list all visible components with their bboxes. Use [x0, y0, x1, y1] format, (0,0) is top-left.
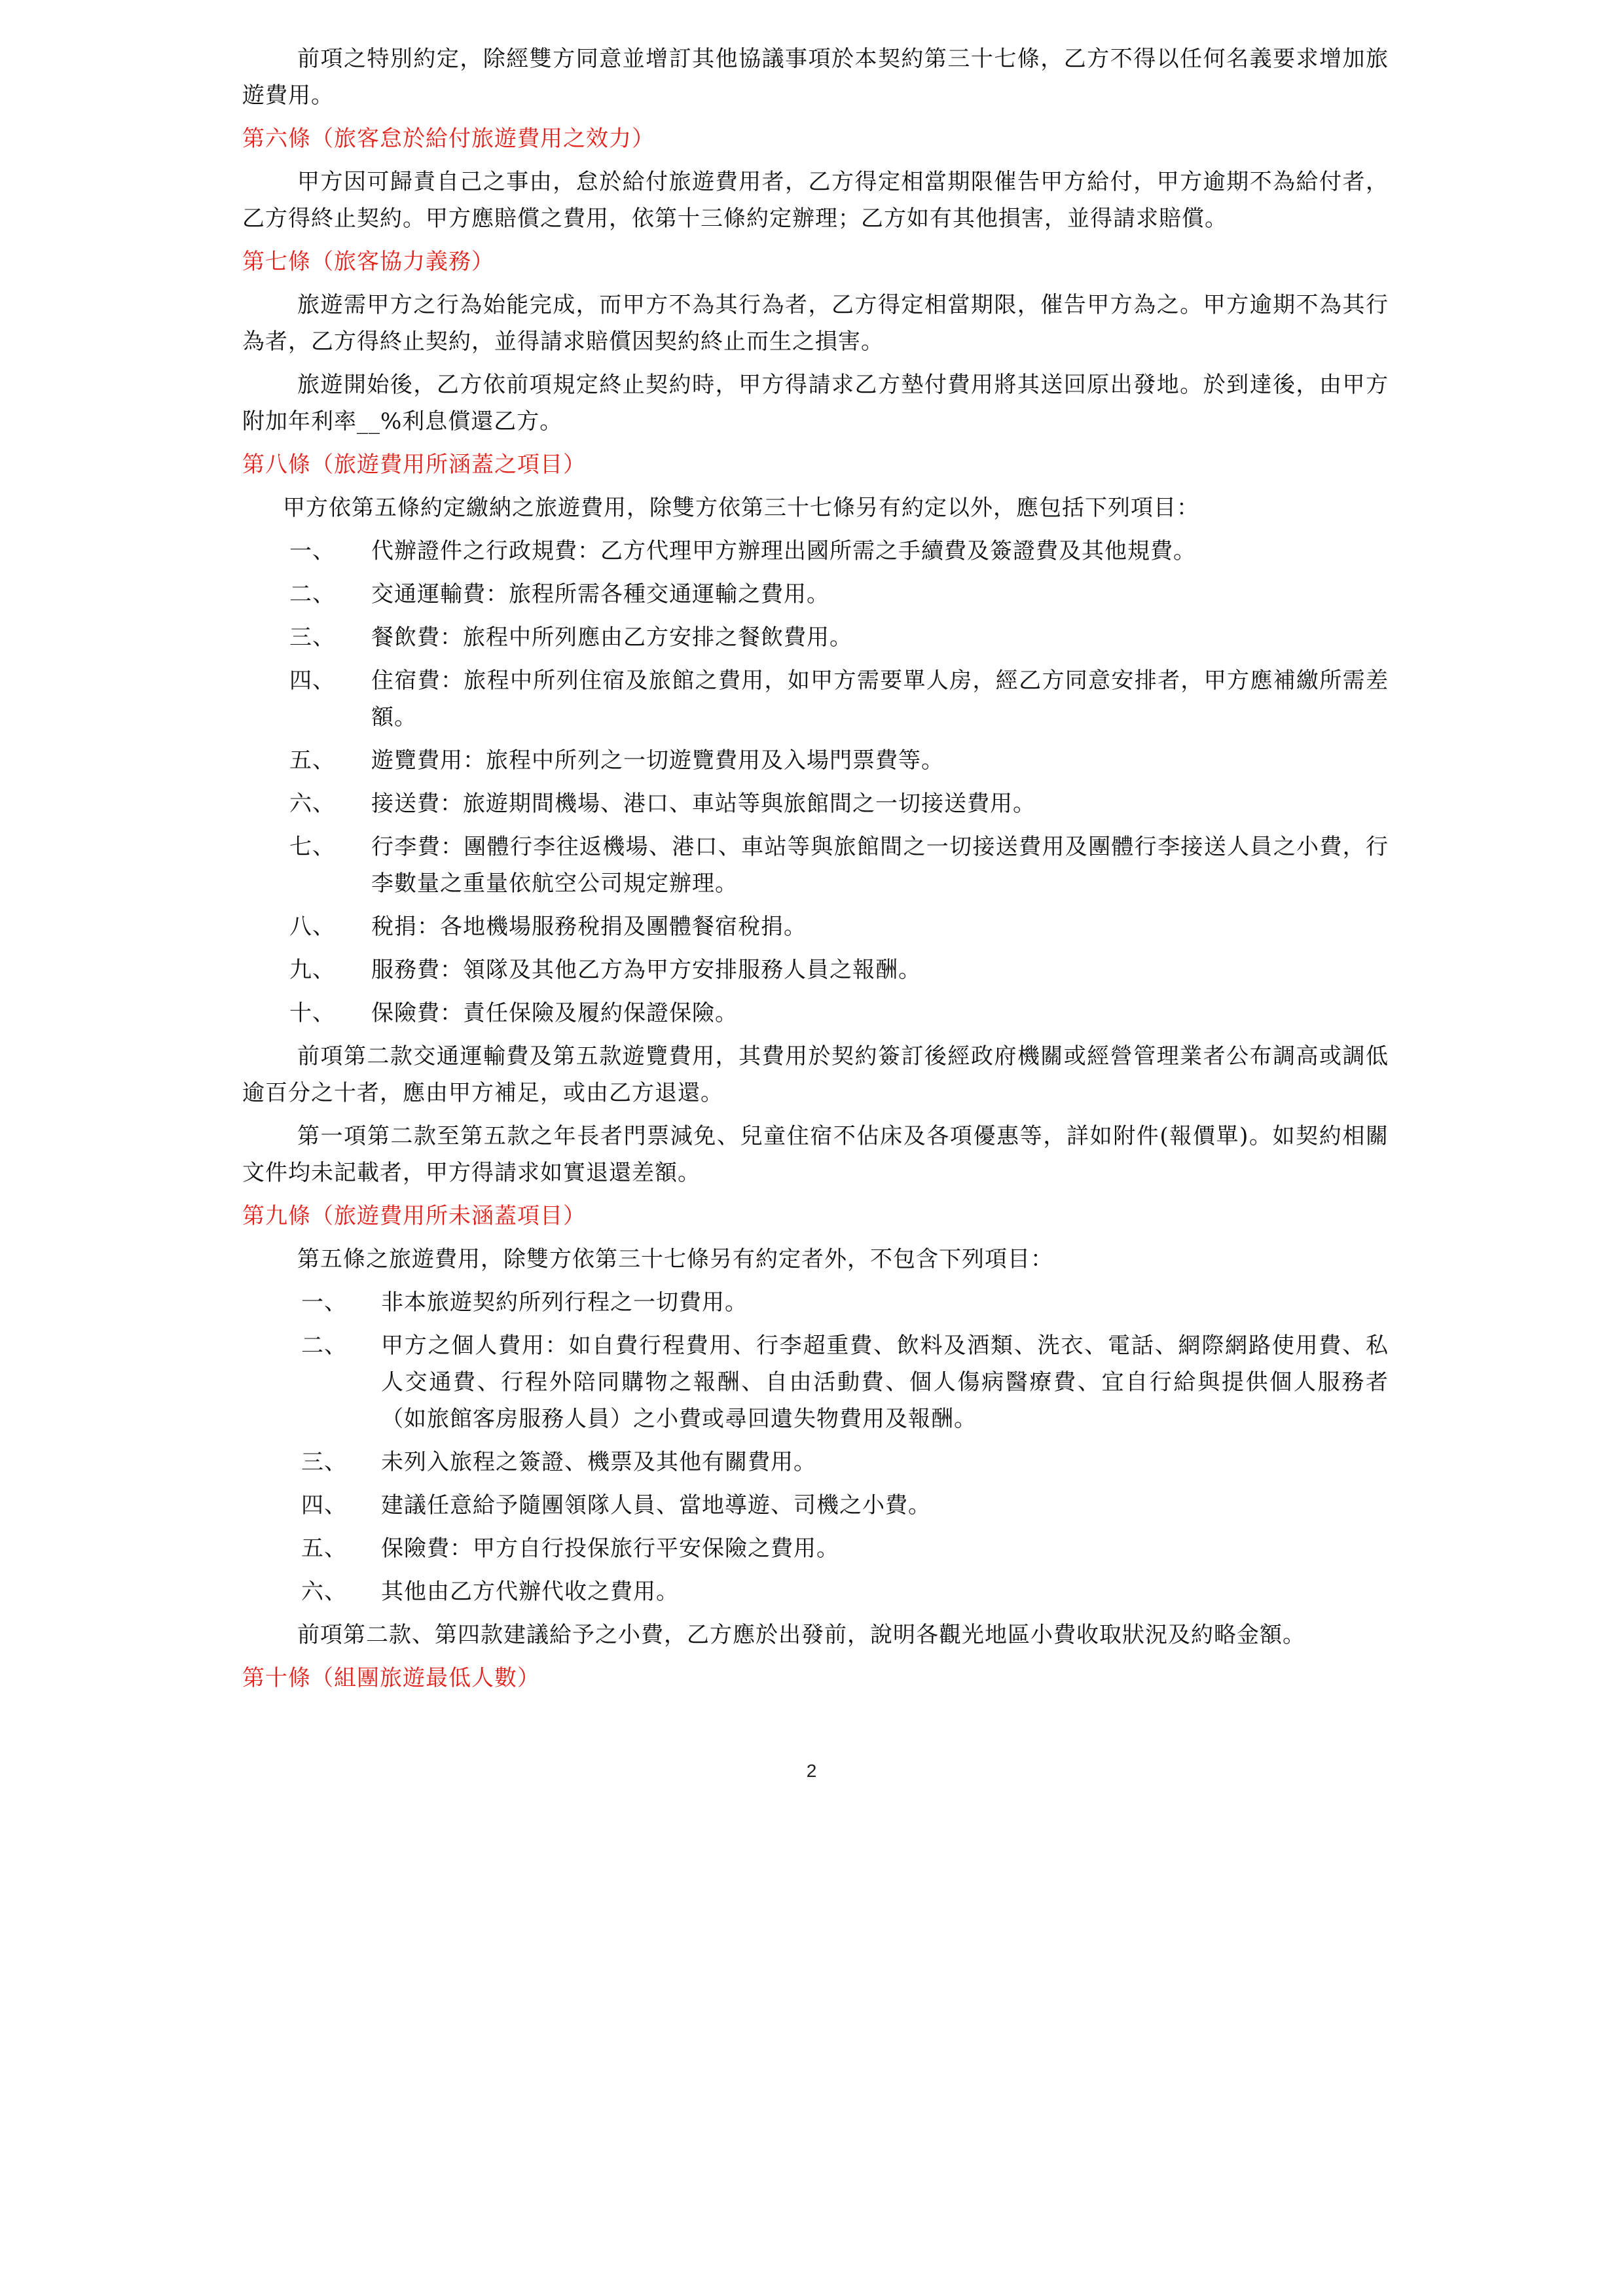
list-item-text: 餐飲費：旅程中所列應由乙方安排之餐飲費用。: [371, 624, 852, 651]
list-item-text: 行李費：團體行李往返機場、港口、車站等與旅館間之一切接送費用及團體行李接送人員之小費，行李數量之重量依航空公司規定辦理。: [371, 834, 1389, 897]
list-item: [242, 742, 1389, 779]
paragraph-art6-body: 甲方因可歸責自己之事由，怠於給付旅遊費用者，乙方得定相當期限催告甲方給付，甲方逾期不為給付者，乙方得終止契約。甲方應賠償之費用，依第十三條約定辦理；乙方如有其他損害，並得請求賠償。: [242, 169, 1389, 232]
list-item: [242, 1327, 1389, 1437]
list-item-text: 未列入旅程之簽證、機票及其他有關費用。: [381, 1449, 816, 1475]
list-item: [242, 995, 1389, 1031]
page-number: 2: [806, 1761, 817, 1781]
heading-article-9: 第九條（旅遊費用所未涵蓋項目）: [242, 1203, 586, 1229]
list-item-text: 服務費：領隊及其他乙方為甲方安排服務人員之報酬。: [371, 957, 921, 983]
list-item-text: 遊覽費用：旅程中所列之一切遊覽費用及入場門票費等。: [371, 747, 944, 774]
paragraph-art7-body-2: 旅遊開始後，乙方依前項規定終止契約時，甲方得請求乙方墊付費用將其送回原出發地。於到達後，由甲方附加年利率__%利息償還乙方。: [242, 372, 1389, 435]
list-item: [242, 785, 1389, 822]
list-item-text: 住宿費：旅程中所列住宿及旅館之費用，如甲方需要單人房，經乙方同意安排者，甲方應補繳所需差額。: [371, 668, 1389, 730]
list-item-number: 二、: [289, 581, 335, 607]
list-item-text: 其他由乙方代辦代收之費用。: [381, 1579, 679, 1605]
list-item: [242, 1487, 1389, 1524]
list-item-number: 五、: [301, 1535, 347, 1562]
art9-item-list: [242, 1284, 1389, 1610]
list-item-number: 三、: [301, 1449, 347, 1475]
list-item-number: 四、: [301, 1492, 347, 1518]
list-item-text: 保險費：責任保險及履約保證保險。: [371, 1000, 738, 1026]
list-item: [242, 908, 1389, 945]
list-item-number: 一、: [301, 1289, 347, 1316]
list-item: [242, 952, 1389, 988]
list-item-number: 五、: [289, 747, 335, 774]
list-item-number: 九、: [289, 957, 335, 983]
list-item-number: 六、: [301, 1579, 347, 1605]
list-item-text: 非本旅遊契約所列行程之一切費用。: [381, 1289, 748, 1316]
list-item-number: 十、: [289, 1000, 335, 1026]
paragraph-art9-intro: 第五條之旅遊費用，除雙方依第三十七條另有約定者外，不包含下列項目：: [297, 1246, 1053, 1272]
art8-item-list: [242, 533, 1389, 1031]
list-item: [242, 1444, 1389, 1480]
list-item-text: 保險費：甲方自行投保旅行平安保險之費用。: [381, 1535, 839, 1562]
list-item: [242, 829, 1389, 902]
list-item-number: 一、: [289, 538, 335, 564]
list-item-number: 七、: [289, 834, 335, 860]
list-item: [242, 1573, 1389, 1610]
heading-article-6: 第六條（旅客怠於給付旅遊費用之效力）: [242, 126, 655, 152]
list-item: [242, 1530, 1389, 1567]
heading-article-8: 第八條（旅遊費用所涵蓋之項目）: [242, 452, 586, 478]
paragraph-art8-intro: 甲方依第五條約定繳納之旅遊費用，除雙方依第三十七條另有約定以外，應包括下列項目：: [283, 495, 1199, 521]
heading-article-10: 第十條（組團旅遊最低人數）: [242, 1665, 540, 1691]
paragraph-art9-after: 前項第二款、第四款建議給予之小費，乙方應於出發前，說明各觀光地區小費收取狀況及約略金額。: [297, 1622, 1305, 1648]
list-item-text: 建議任意給予隨團領隊人員、當地導遊、司機之小費。: [381, 1492, 931, 1518]
list-item: [242, 1284, 1389, 1321]
list-item-number: 八、: [289, 914, 335, 940]
list-item-text: 交通運輸費：旅程所需各種交通運輸之費用。: [371, 581, 830, 607]
paragraph-art7-body-1: 旅遊需甲方之行為始能完成，而甲方不為其行為者，乙方得定相當期限，催告甲方為之。甲方逾期不為其行為者，乙方得終止契約，並得請求賠償因契約終止而生之損害。: [242, 292, 1389, 355]
list-item: [242, 619, 1389, 656]
paragraph-art8-after-2: 第一項第二款至第五款之年長者門票減免、兒童住宿不佔床及各項優惠等，詳如附件(報價單)。如契約相關文件均未記載者，甲方得請求如實退還差額。: [242, 1123, 1389, 1186]
list-item-number: 三、: [289, 624, 335, 651]
heading-article-7: 第七條（旅客協力義務）: [242, 249, 494, 275]
list-item-number: 六、: [289, 791, 335, 817]
list-item-text: 代辦證件之行政規費：乙方代理甲方辦理出國所需之手續費及簽證費及其他規費。: [371, 538, 1196, 564]
list-item-text: 稅捐：各地機場服務稅捐及團體餐宿稅捐。: [371, 914, 807, 940]
list-item-number: 四、: [289, 668, 335, 694]
list-item-number: 二、: [301, 1333, 347, 1359]
list-item: [242, 662, 1389, 736]
list-item: [242, 576, 1389, 613]
list-item-text: 甲方之個人費用：如自費行程費用、行李超重費、飲料及酒類、洗衣、電話、網際網路使用費、私人交通費、行程外陪同購物之報酬、自由活動費、個人傷病醫療費、宜自行給與提供個人服務者（如旅館客房服務人員）之小費或尋回遺失物費用及報酬。: [381, 1333, 1389, 1432]
paragraph-art8-after-1: 前項第二款交通運輸費及第五款遊覽費用，其費用於契約簽訂後經政府機關或經營管理業者公布調高或調低逾百分之十者，應由甲方補足，或由乙方退還。: [242, 1043, 1389, 1106]
paragraph-art5-tail: 前項之特別約定，除經雙方同意並增訂其他協議事項於本契約第三十七條，乙方不得以任何名義要求增加旅遊費用。: [242, 46, 1389, 109]
list-item-text: 接送費：旅遊期間機場、港口、車站等與旅館間之一切接送費用。: [371, 791, 1036, 817]
list-item: [242, 533, 1389, 569]
